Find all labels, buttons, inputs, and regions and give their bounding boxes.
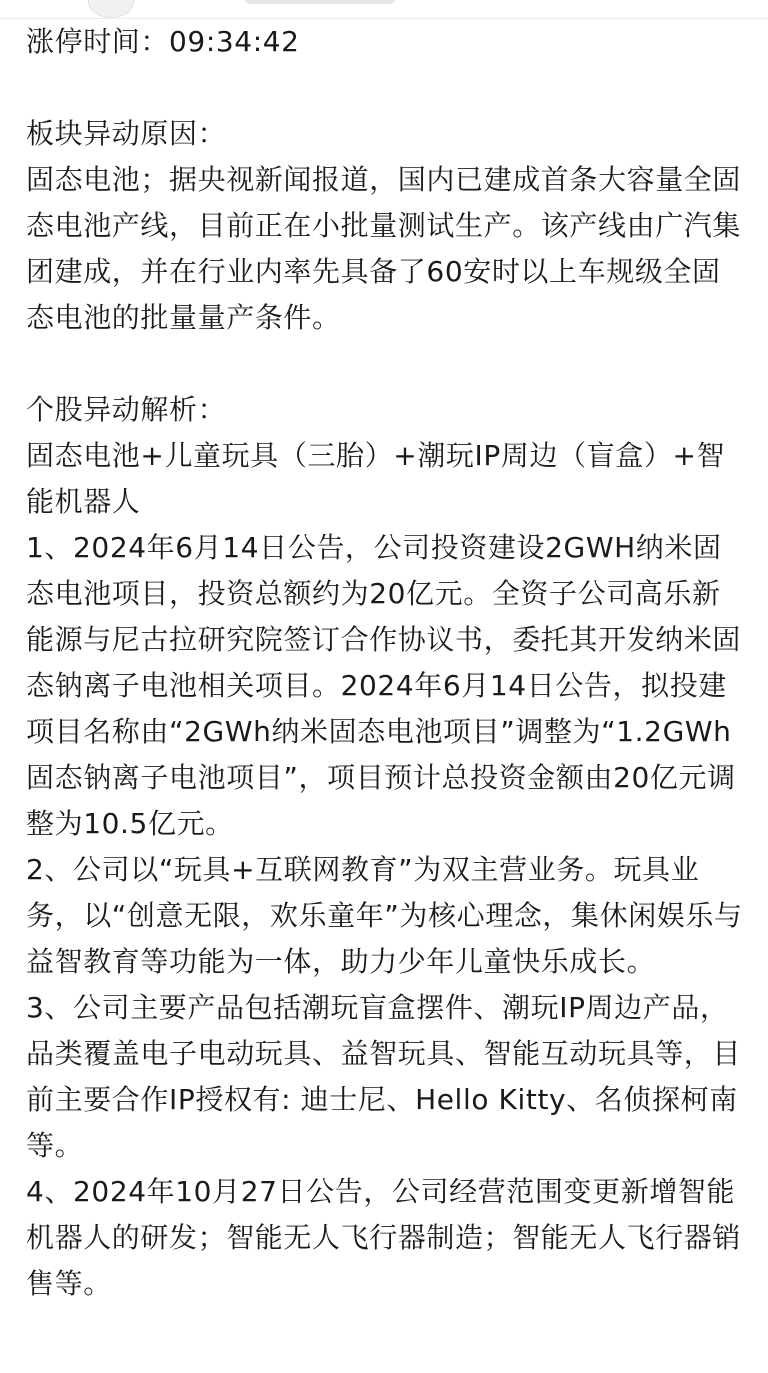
point-1: 1、2024年6月14日公告，公司投资建设2GWH纳米固态电池项目，投资总额约为20亿元。全资子公司高乐新能源与尼古拉研究院签订合作协议书，委托其开发纳米固态钠离子电池相关项目。2024年6月14日公告，拟投建项目名称由“2GWh纳米固态电池项目”调整为“1.2GWh固态钠离子电池项目”，项目预计总投资金额由20亿元调整为10.5亿元。 bbox=[26, 531, 742, 840]
sector-heading: 板块异动原因： bbox=[26, 117, 227, 150]
point-3: 3、公司主要产品包括潮玩盲盒摆件、潮玩IP周边产品，品类覆盖电子电动玩具、益智玩具、智能互动玩具等，目前主要合作IP授权有: 迪士尼、Hello Kitty、名侦探柯南等。 bbox=[26, 991, 742, 1162]
point-2: 2、公司以“玩具+互联网教育”为双主营业务。玩具业务，以“创意无限，欢乐童年”为核心理念，集休闲娱乐与益智教育等功能为一体，助力少年儿童快乐成长。 bbox=[26, 853, 743, 978]
blank-line bbox=[26, 65, 748, 111]
sector-reason: 固态电池；据央视新闻报道，国内已建成首条大容量全固态电池产线，目前正在小批量测试生产。该产线由广汽集团建成，并在行业内率先具备了60安时以上车规级全固态电池的批量量产条件。 bbox=[26, 163, 742, 334]
stock-concepts: 固态电池+儿童玩具（三胎）+潮玩IP周边（盲盒）+智能机器人 bbox=[26, 439, 726, 518]
blank-line bbox=[26, 341, 748, 387]
avatar[interactable] bbox=[88, 0, 134, 18]
top-bar-cutoff bbox=[0, 0, 768, 19]
point-4: 4、2024年10月27日公告，公司经营范围变更新增智能机器人的研发；智能无人飞行器制造；智能无人飞行器销售等。 bbox=[26, 1175, 742, 1300]
header-pill bbox=[244, 0, 396, 4]
post-body bbox=[26, 19, 748, 1307]
limit-up-time: 涨停时间：09:34:42 bbox=[26, 25, 300, 58]
stock-heading: 个股异动解析： bbox=[26, 393, 227, 426]
